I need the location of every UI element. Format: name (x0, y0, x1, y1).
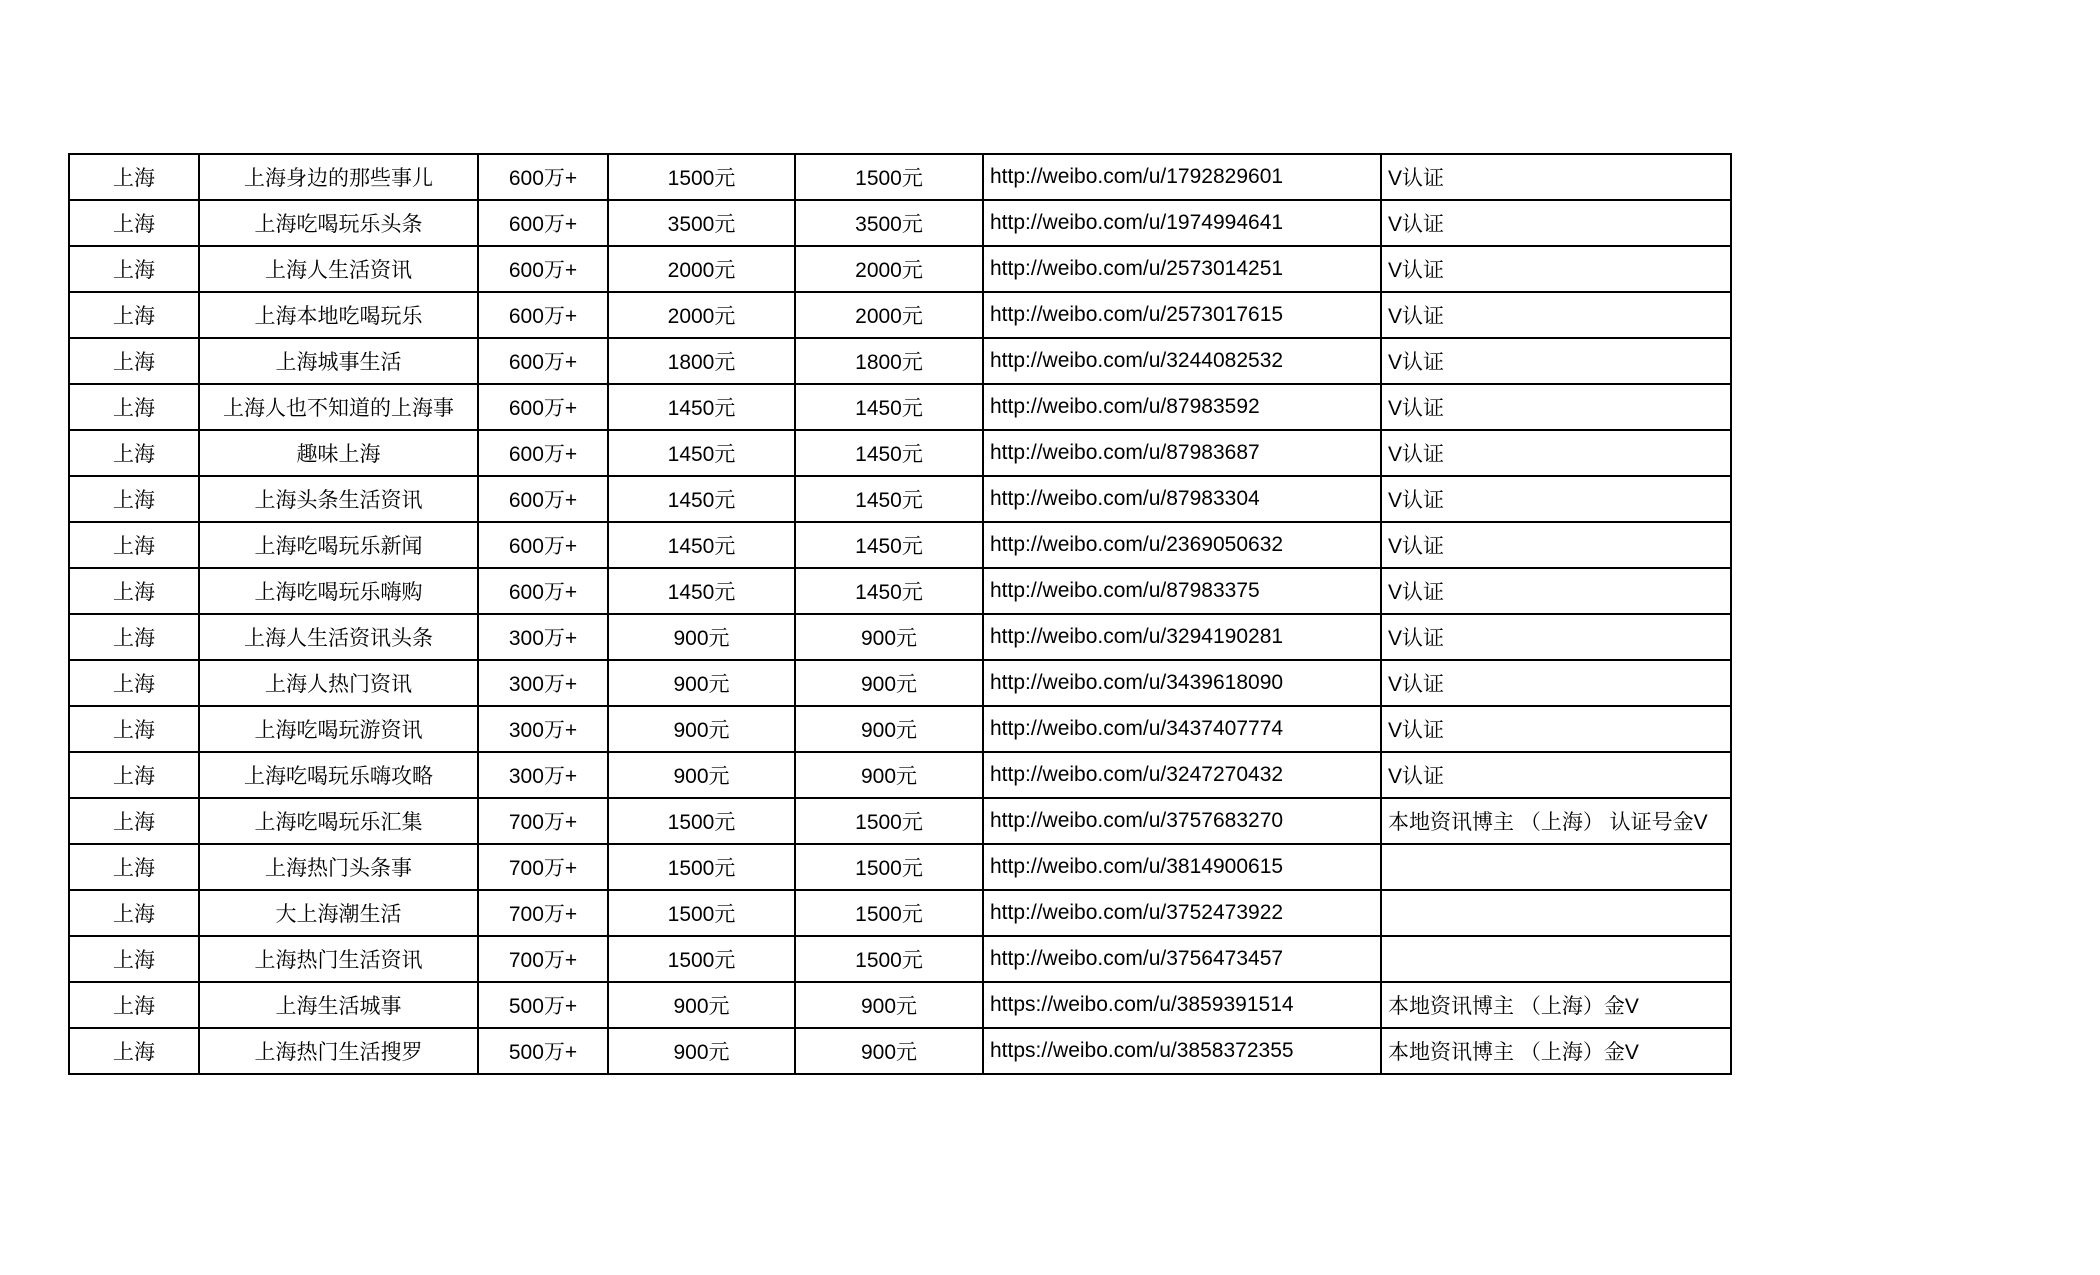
verification-cell: V认证 (1381, 752, 1731, 798)
table-row (69, 614, 1731, 660)
account-name-cell: 上海人生活资讯 (199, 246, 478, 292)
account-name-cell: 上海热门头条事 (199, 844, 478, 890)
price-cell: 900元 (608, 1028, 795, 1074)
city-cell: 上海 (69, 476, 199, 522)
account-name-cell: 上海生活城事 (199, 982, 478, 1028)
account-name-cell: 大上海潮生活 (199, 890, 478, 936)
verification-cell (1381, 890, 1731, 936)
account-name-cell: 趣味上海 (199, 430, 478, 476)
followers-cell: 500万+ (478, 982, 608, 1028)
city-cell: 上海 (69, 982, 199, 1028)
price-cell: 900元 (795, 752, 983, 798)
followers-cell: 600万+ (478, 200, 608, 246)
city-cell: 上海 (69, 338, 199, 384)
url-cell: http://weibo.com/u/1974994641 (983, 200, 1381, 246)
verification-cell: V认证 (1381, 338, 1731, 384)
verification-cell: V认证 (1381, 476, 1731, 522)
followers-cell: 700万+ (478, 936, 608, 982)
price-cell: 900元 (795, 706, 983, 752)
url-cell: http://weibo.com/u/1792829601 (983, 154, 1381, 200)
followers-cell: 300万+ (478, 660, 608, 706)
followers-cell: 600万+ (478, 476, 608, 522)
url-cell: http://weibo.com/u/3437407774 (983, 706, 1381, 752)
account-name-cell: 上海本地吃喝玩乐 (199, 292, 478, 338)
city-cell: 上海 (69, 154, 199, 200)
verification-cell: V认证 (1381, 568, 1731, 614)
price-cell: 3500元 (608, 200, 795, 246)
price-cell: 900元 (608, 660, 795, 706)
table-row (69, 338, 1731, 384)
verification-cell: V认证 (1381, 706, 1731, 752)
price-cell: 900元 (795, 1028, 983, 1074)
price-cell: 1500元 (795, 154, 983, 200)
verification-cell: V认证 (1381, 154, 1731, 200)
url-cell: http://weibo.com/u/87983375 (983, 568, 1381, 614)
account-name-cell: 上海人也不知道的上海事 (199, 384, 478, 430)
followers-cell: 500万+ (478, 1028, 608, 1074)
table-row (69, 568, 1731, 614)
url-cell: http://weibo.com/u/87983592 (983, 384, 1381, 430)
account-name-cell: 上海吃喝玩乐嗨攻略 (199, 752, 478, 798)
verification-cell: 本地资讯博主 （上海） 认证号金V (1381, 798, 1731, 844)
verification-cell: V认证 (1381, 292, 1731, 338)
url-cell: http://weibo.com/u/87983304 (983, 476, 1381, 522)
url-cell: http://weibo.com/u/3247270432 (983, 752, 1381, 798)
price-cell: 900元 (608, 982, 795, 1028)
followers-cell: 600万+ (478, 430, 608, 476)
followers-cell: 700万+ (478, 844, 608, 890)
verification-cell (1381, 844, 1731, 890)
followers-cell: 600万+ (478, 246, 608, 292)
price-cell: 900元 (608, 706, 795, 752)
verification-cell: V认证 (1381, 614, 1731, 660)
price-cell: 900元 (795, 982, 983, 1028)
city-cell: 上海 (69, 660, 199, 706)
account-table (68, 153, 1732, 1075)
price-cell: 1500元 (795, 890, 983, 936)
city-cell: 上海 (69, 522, 199, 568)
account-name-cell: 上海人生活资讯头条 (199, 614, 478, 660)
account-name-cell: 上海身边的那些事儿 (199, 154, 478, 200)
verification-cell: V认证 (1381, 430, 1731, 476)
url-cell: http://weibo.com/u/3244082532 (983, 338, 1381, 384)
account-name-cell: 上海热门生活资讯 (199, 936, 478, 982)
table-row (69, 246, 1731, 292)
url-cell: http://weibo.com/u/87983687 (983, 430, 1381, 476)
city-cell: 上海 (69, 384, 199, 430)
account-name-cell: 上海热门生活搜罗 (199, 1028, 478, 1074)
city-cell: 上海 (69, 798, 199, 844)
account-name-cell: 上海吃喝玩乐新闻 (199, 522, 478, 568)
price-cell: 900元 (608, 752, 795, 798)
price-cell: 2000元 (608, 292, 795, 338)
price-cell: 1500元 (795, 844, 983, 890)
city-cell: 上海 (69, 430, 199, 476)
followers-cell: 300万+ (478, 614, 608, 660)
price-cell: 1450元 (795, 568, 983, 614)
followers-cell: 600万+ (478, 292, 608, 338)
table-row (69, 430, 1731, 476)
city-cell: 上海 (69, 936, 199, 982)
verification-cell: 本地资讯博主 （上海）金V (1381, 1028, 1731, 1074)
price-cell: 1450元 (608, 522, 795, 568)
verification-cell: V认证 (1381, 384, 1731, 430)
table-row (69, 660, 1731, 706)
account-name-cell: 上海头条生活资讯 (199, 476, 478, 522)
price-cell: 1450元 (608, 430, 795, 476)
url-cell: http://weibo.com/u/2573014251 (983, 246, 1381, 292)
table-row (69, 752, 1731, 798)
url-cell: http://weibo.com/u/3814900615 (983, 844, 1381, 890)
price-cell: 1450元 (795, 476, 983, 522)
followers-cell: 700万+ (478, 798, 608, 844)
account-name-cell: 上海人热门资讯 (199, 660, 478, 706)
price-cell: 2000元 (795, 246, 983, 292)
city-cell: 上海 (69, 844, 199, 890)
city-cell: 上海 (69, 1028, 199, 1074)
verification-cell (1381, 936, 1731, 982)
account-name-cell: 上海吃喝玩乐头条 (199, 200, 478, 246)
url-cell: https://weibo.com/u/3858372355 (983, 1028, 1381, 1074)
table-row (69, 522, 1731, 568)
price-cell: 900元 (608, 614, 795, 660)
table-row (69, 982, 1731, 1028)
city-cell: 上海 (69, 568, 199, 614)
table-row (69, 936, 1731, 982)
account-name-cell: 上海吃喝玩乐汇集 (199, 798, 478, 844)
price-cell: 1500元 (795, 936, 983, 982)
url-cell: http://weibo.com/u/3294190281 (983, 614, 1381, 660)
price-cell: 1800元 (608, 338, 795, 384)
price-cell: 1450元 (795, 384, 983, 430)
price-cell: 1500元 (608, 936, 795, 982)
followers-cell: 700万+ (478, 890, 608, 936)
price-cell: 1500元 (608, 890, 795, 936)
city-cell: 上海 (69, 200, 199, 246)
price-cell: 900元 (795, 614, 983, 660)
url-cell: http://weibo.com/u/3756473457 (983, 936, 1381, 982)
verification-cell: V认证 (1381, 200, 1731, 246)
price-cell: 1450元 (795, 522, 983, 568)
verification-cell: 本地资讯博主 （上海）金V (1381, 982, 1731, 1028)
account-name-cell: 上海吃喝玩乐嗨购 (199, 568, 478, 614)
price-cell: 1450元 (795, 430, 983, 476)
city-cell: 上海 (69, 614, 199, 660)
followers-cell: 300万+ (478, 706, 608, 752)
city-cell: 上海 (69, 246, 199, 292)
table-row (69, 844, 1731, 890)
city-cell: 上海 (69, 890, 199, 936)
price-cell: 1500元 (608, 844, 795, 890)
table-body (69, 154, 1731, 1074)
url-cell: https://weibo.com/u/3859391514 (983, 982, 1381, 1028)
price-cell: 1500元 (795, 798, 983, 844)
price-cell: 1800元 (795, 338, 983, 384)
price-cell: 900元 (795, 660, 983, 706)
price-cell: 3500元 (795, 200, 983, 246)
verification-cell: V认证 (1381, 246, 1731, 292)
url-cell: http://weibo.com/u/2369050632 (983, 522, 1381, 568)
city-cell: 上海 (69, 706, 199, 752)
table-row (69, 200, 1731, 246)
table-row (69, 384, 1731, 430)
followers-cell: 600万+ (478, 384, 608, 430)
table-row (69, 1028, 1731, 1074)
city-cell: 上海 (69, 292, 199, 338)
followers-cell: 600万+ (478, 154, 608, 200)
price-cell: 1450元 (608, 568, 795, 614)
table-row (69, 798, 1731, 844)
followers-cell: 300万+ (478, 752, 608, 798)
url-cell: http://weibo.com/u/3752473922 (983, 890, 1381, 936)
followers-cell: 600万+ (478, 338, 608, 384)
table-row (69, 476, 1731, 522)
url-cell: http://weibo.com/u/3439618090 (983, 660, 1381, 706)
table-row (69, 154, 1731, 200)
price-cell: 2000元 (608, 246, 795, 292)
price-cell: 1450元 (608, 384, 795, 430)
price-cell: 1450元 (608, 476, 795, 522)
city-cell: 上海 (69, 752, 199, 798)
price-cell: 1500元 (608, 154, 795, 200)
price-cell: 2000元 (795, 292, 983, 338)
account-name-cell: 上海城事生活 (199, 338, 478, 384)
table-row (69, 890, 1731, 936)
table-row (69, 706, 1731, 752)
followers-cell: 600万+ (478, 522, 608, 568)
account-name-cell: 上海吃喝玩游资讯 (199, 706, 478, 752)
table-row (69, 292, 1731, 338)
price-cell: 1500元 (608, 798, 795, 844)
followers-cell: 600万+ (478, 568, 608, 614)
verification-cell: V认证 (1381, 522, 1731, 568)
url-cell: http://weibo.com/u/3757683270 (983, 798, 1381, 844)
verification-cell: V认证 (1381, 660, 1731, 706)
url-cell: http://weibo.com/u/2573017615 (983, 292, 1381, 338)
